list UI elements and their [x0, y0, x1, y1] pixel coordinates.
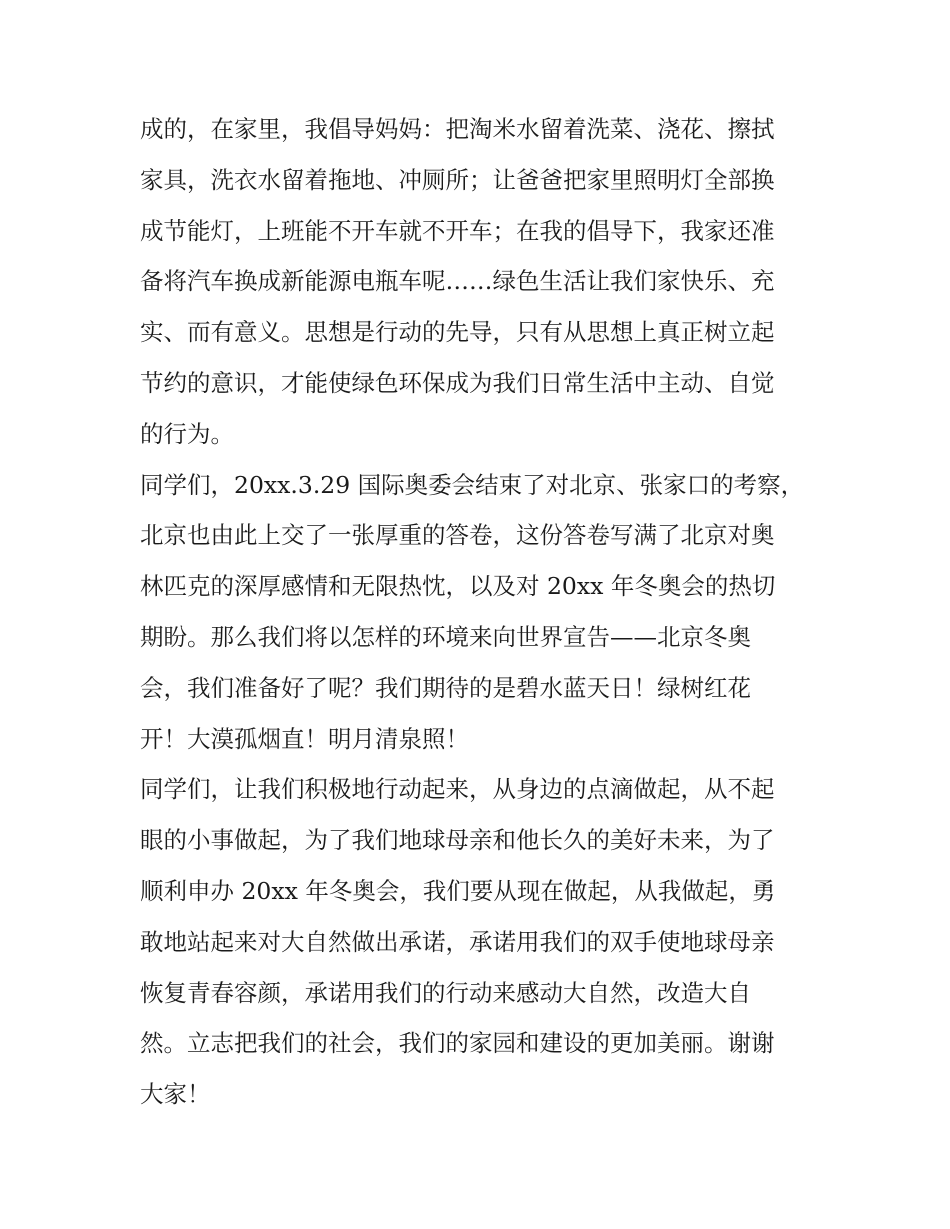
text-line: 眼的小事做起，为了我们地球母亲和他长久的美好未来，为了: [140, 826, 775, 855]
text-line: 敢地站起来对大自然做出承诺，承诺用我们的双手使地球母亲: [140, 927, 775, 956]
text-line: 顺利申办 20xx 年冬奥会，我们要从现在做起，从我做起，勇: [140, 876, 776, 905]
text-line: 开！大漠孤烟直！明月清泉照！: [140, 724, 469, 753]
text-line: 家具，洗衣水留着拖地、冲厕所；让爸爸把家里照明灯全部换: [140, 165, 775, 194]
text-line: 然。立志把我们的社会，我们的家园和建设的更加美丽。谢谢: [140, 1029, 775, 1058]
text-line: 同学们，20xx.3.29 国际奥委会结束了对北京、张家口的考察，: [140, 470, 805, 499]
text-line: 同学们，让我们积极地行动起来，从身边的点滴做起，从不起: [140, 775, 775, 804]
text-line: 的行为。: [140, 419, 234, 448]
text-line: 节约的意识，才能使绿色环保成为我们日常生活中主动、自觉: [140, 368, 775, 397]
text-line: 林匹克的深厚感情和无限热忱，以及对 20xx 年冬奥会的热切: [140, 572, 776, 601]
text-line: 成的，在家里，我倡导妈妈：把淘米水留着洗菜、浇花、擦拭: [140, 115, 775, 143]
text-line: 北京也由此上交了一张厚重的答卷，这份答卷写满了北京对奥: [140, 521, 775, 550]
text-line: 恢复青春容颜，承诺用我们的行动来感动大自然，改造大自: [140, 978, 751, 1007]
text-line: 期盼。那么我们将以怎样的环境来向世界宣告——北京冬奥: [140, 622, 751, 651]
body-text: [140, 104, 820, 1120]
text-line: 成节能灯，上班能不开车就不开车；在我的倡导下，我家还准: [140, 216, 775, 245]
text-line: 大家！: [140, 1080, 211, 1109]
text-line: 备将汽车换成新能源电瓶车呢……绿色生活让我们家快乐、充: [140, 267, 775, 296]
text-line: 会，我们准备好了呢？我们期待的是碧水蓝天日！绿树红花: [140, 673, 751, 702]
text-line: 实、而有意义。思想是行动的先导，只有从思想上真正树立起: [140, 318, 775, 347]
